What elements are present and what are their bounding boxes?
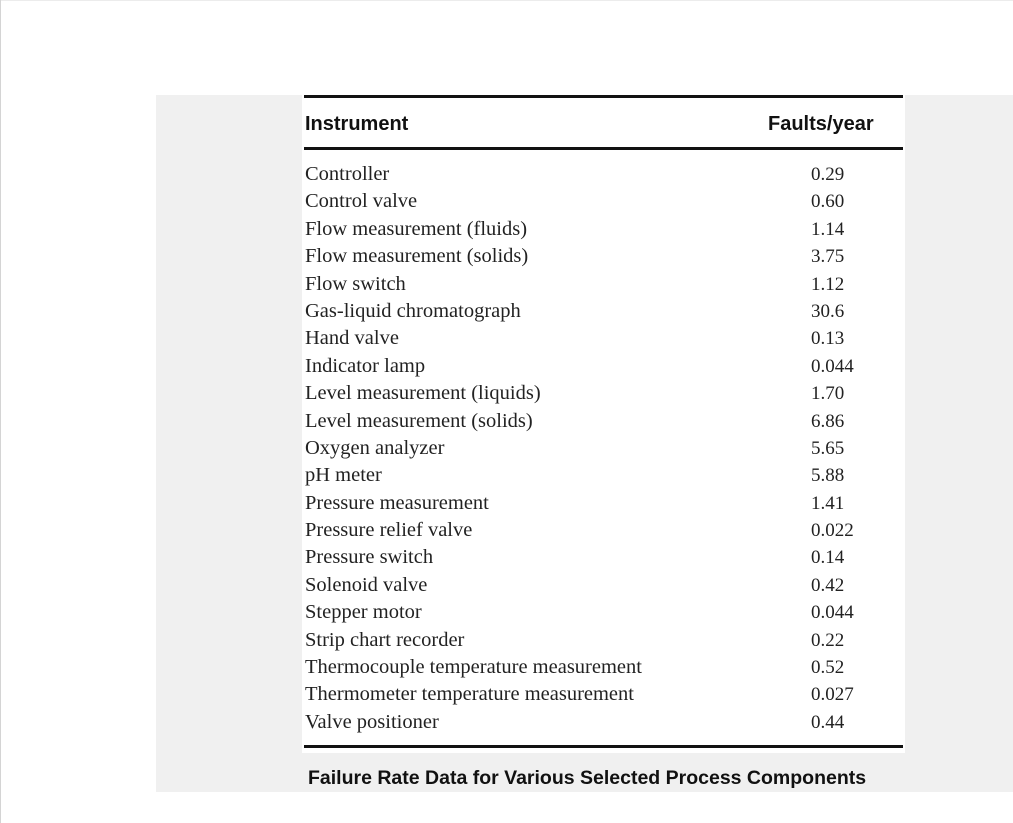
table-row [304, 161, 904, 188]
table-row [304, 325, 904, 352]
instrument-name: Flow measurement (fluids) [305, 217, 528, 240]
instrument-name: Gas-liquid chromatograph [305, 299, 521, 322]
faults-per-year-value: 1.70 [811, 383, 845, 405]
faults-per-year-value: 5.88 [811, 465, 845, 487]
table-row [304, 654, 904, 681]
faults-per-year-value: 0.44 [811, 711, 845, 733]
faults-per-year-value: 0.42 [811, 574, 845, 596]
table-row [304, 435, 904, 462]
table-row [304, 709, 904, 736]
table-row [304, 298, 904, 325]
instrument-name: Thermocouple temperature measurement [305, 656, 642, 679]
faults-per-year-value: 1.14 [811, 218, 845, 240]
table-caption: Failure Rate Data for Various Selected Process Components [308, 767, 867, 789]
faults-per-year-value: 30.6 [811, 300, 845, 322]
table-row [304, 408, 904, 435]
table-row [304, 216, 904, 243]
instrument-name: Pressure measurement [305, 491, 489, 514]
instrument-name: Indicator lamp [305, 354, 426, 377]
table-row [304, 380, 904, 407]
top-edge [0, 0, 1013, 1]
table-bottom-rule [304, 745, 903, 748]
faults-per-year-value: 0.60 [811, 191, 845, 213]
column-header-instrument: Instrument [305, 113, 409, 135]
faults-per-year-value: 0.044 [811, 602, 854, 624]
instrument-name: Control valve [305, 190, 418, 213]
faults-per-year-value: 0.044 [811, 355, 854, 377]
table-row [304, 544, 904, 571]
table-body [304, 161, 904, 736]
faults-per-year-value: 1.41 [811, 492, 845, 514]
column-header-faults-per-year: Faults/year [768, 113, 874, 135]
instrument-name: Thermometer temperature measurement [305, 683, 634, 706]
faults-per-year-value: 5.65 [811, 437, 845, 459]
instrument-name: Stepper motor [305, 601, 422, 624]
instrument-name: Pressure relief valve [305, 519, 473, 542]
instrument-name: Flow switch [305, 272, 406, 295]
faults-per-year-value: 0.52 [811, 657, 845, 679]
faults-per-year-value: 1.12 [811, 273, 845, 295]
table-row [304, 627, 904, 654]
table-row [304, 188, 904, 215]
faults-per-year-value: 3.75 [811, 246, 845, 268]
instrument-name: Pressure switch [305, 546, 434, 569]
faults-per-year-value: 0.29 [811, 164, 845, 185]
instrument-name: Strip chart recorder [305, 628, 465, 651]
faults-per-year-value: 0.14 [811, 547, 845, 569]
instrument-name: Hand valve [305, 327, 399, 350]
faults-per-year-value: 6.86 [811, 410, 845, 432]
table-row [304, 243, 904, 270]
faults-per-year-value: 0.027 [811, 684, 854, 706]
table-row [304, 353, 904, 380]
instrument-name: pH meter [305, 464, 382, 487]
instrument-name: Flow measurement (solids) [305, 245, 529, 268]
faults-per-year-value: 0.022 [811, 520, 854, 542]
instrument-name: Oxygen analyzer [305, 436, 445, 459]
header-rule [304, 147, 903, 150]
left-edge [0, 0, 1, 823]
instrument-name: Controller [305, 163, 390, 185]
faults-per-year-value: 0.13 [811, 328, 845, 350]
table-row [304, 572, 904, 599]
table-row [304, 599, 904, 626]
table-row [304, 271, 904, 298]
instrument-name: Valve positioner [305, 710, 439, 733]
table-row [304, 517, 904, 544]
instrument-name: Solenoid valve [305, 573, 428, 596]
table-top-rule [304, 95, 903, 98]
table-row [304, 490, 904, 517]
table-row [304, 462, 904, 489]
instrument-name: Level measurement (solids) [305, 409, 533, 432]
instrument-name: Level measurement (liquids) [305, 382, 541, 405]
faults-per-year-value: 0.22 [811, 629, 845, 651]
table-row [304, 681, 904, 708]
